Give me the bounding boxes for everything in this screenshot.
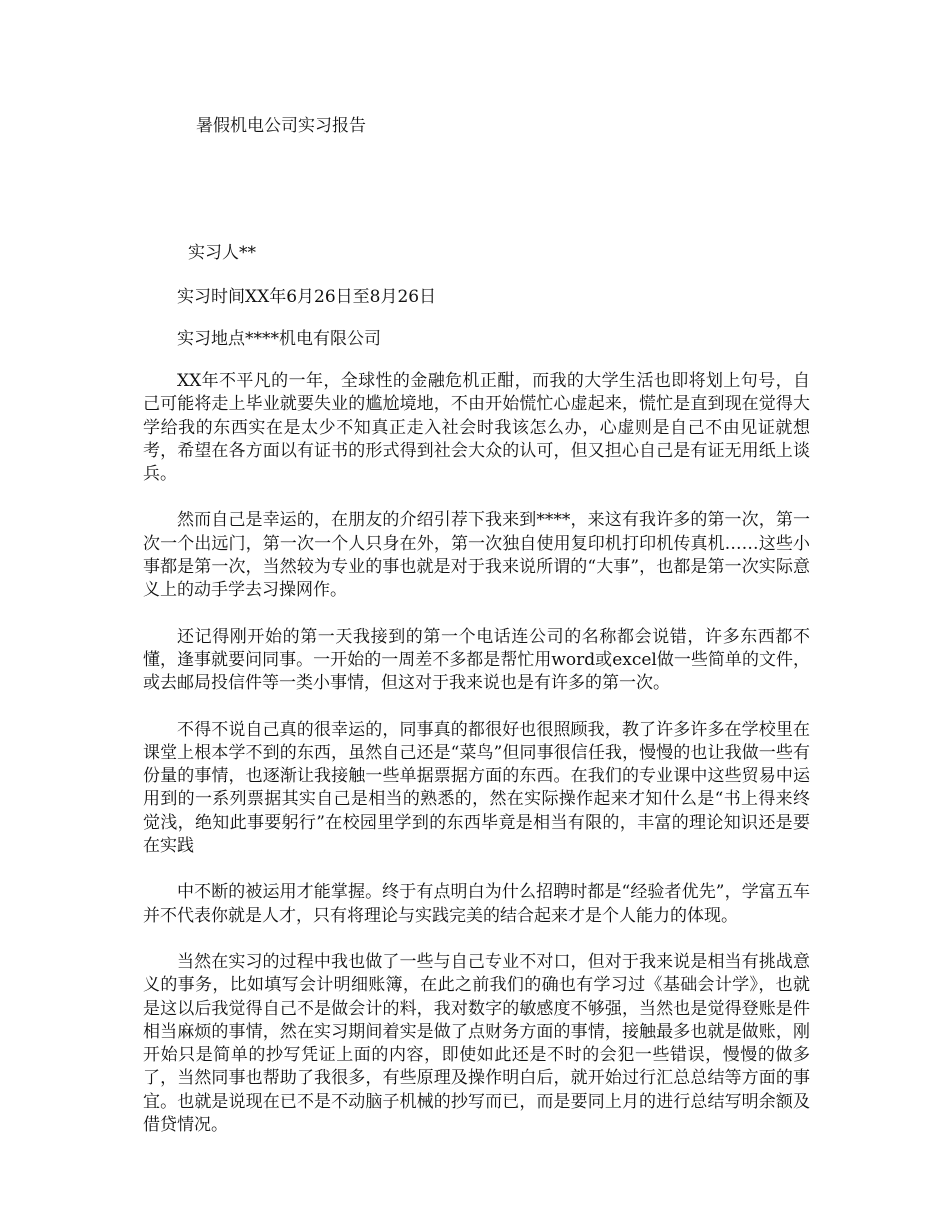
document-title: 暑假机电公司实习报告 (196, 116, 366, 136)
report-body (143, 370, 810, 1160)
paragraph-2: 然而自己是幸运的，在朋友的介绍引荐下我来到****，来这有我许多的第一次，第一次一个出远门，第一次一个人只身在外，第一次独自使用复印机打印机传真机……这些小事都是第一次，当然较为专业的事也就是对于我来说所谓的“大事”，也都是第一次实际意义上的动手学去习操网作。 (143, 510, 810, 601)
paragraph-6: 当然在实习的过程中我也做了一些与自己专业不对口，但对于我来说是相当有挑战意义的事务，比如填写会计明细账簿，在此之前我们的确也有学习过《基础会计学》，也就是这以后我觉得自己不是做会计的料，我对数字的敏感度不够强，当然也是觉得登账是件相当麻烦的事情，然在实习期间着实是做了点财务方面的事情，接触最多也就是做账，刚开始只是简单的抄写凭证上面的内容，即使如此还是不时的会犯一些错误，慢慢的做多了，当然同事也帮助了我很多，有些原理及操作明白后，就开始过行汇总总结等方面的事宜。也就是说现在已不是不动脑子机械的抄写而已，而是要同上月的进行总结写明余额及借贷情况。 (143, 951, 810, 1136)
paragraph-5: 中不断的被运用才能掌握。终于有点明白为什么招聘时都是“经验者优先”，学富五车并不代表你就是人才，只有将理论与实践完美的结合起来才是个人能力的体现。 (143, 882, 810, 926)
author-line: 实习人** (188, 243, 256, 263)
internship-place-line: 实习地点****机电有限公司 (177, 329, 381, 349)
paragraph-3: 还记得刚开始的第一天我接到的第一个电话连公司的名称都会说错，许多东西都不懂，逢事就要问同事。一开始的一周差不多都是帮忙用word或excel做一些简单的文件，或去邮局投信件等一类小事情，但这对于我来说也是有许多的第一次。 (143, 626, 810, 694)
paragraph-1: XX年不平凡的一年，全球性的金融危机正酣，而我的大学生活也即将划上句号，自己可能将走上毕业就要失业的尴尬境地，不由开始慌忙心虚起来，慌忙是直到现在觉得大学给我的东西实在是太少不知真正走入社会时我该怎么办，心虚则是自己不由见证就想考，希望在各方面以有证书的形式得到社会大众的认可，但又担心自己是有证无用纸上谈兵。 (143, 371, 810, 485)
internship-time-line: 实习时间XX年6月26日至8月26日 (177, 287, 437, 307)
paragraph-4: 不得不说自己真的很幸运的，同事真的都很好也很照顾我，教了许多许多在学校里在课堂上根本学不到的东西，虽然自己还是“菜鸟”但同事很信任我，慢慢的也让我做一些有份量的事情，也逐渐让我接触一些单据票据方面的东西。在我们的专业课中这些贸易中运用到的一系列票据其实自己是相当的熟悉的，然在实际操作起来才知什么是“书上得来终觉浅，绝知此事要躬行”在校园里学到的东西毕竟是相当有限的，丰富的理论知识还是要在实践 (143, 719, 810, 857)
